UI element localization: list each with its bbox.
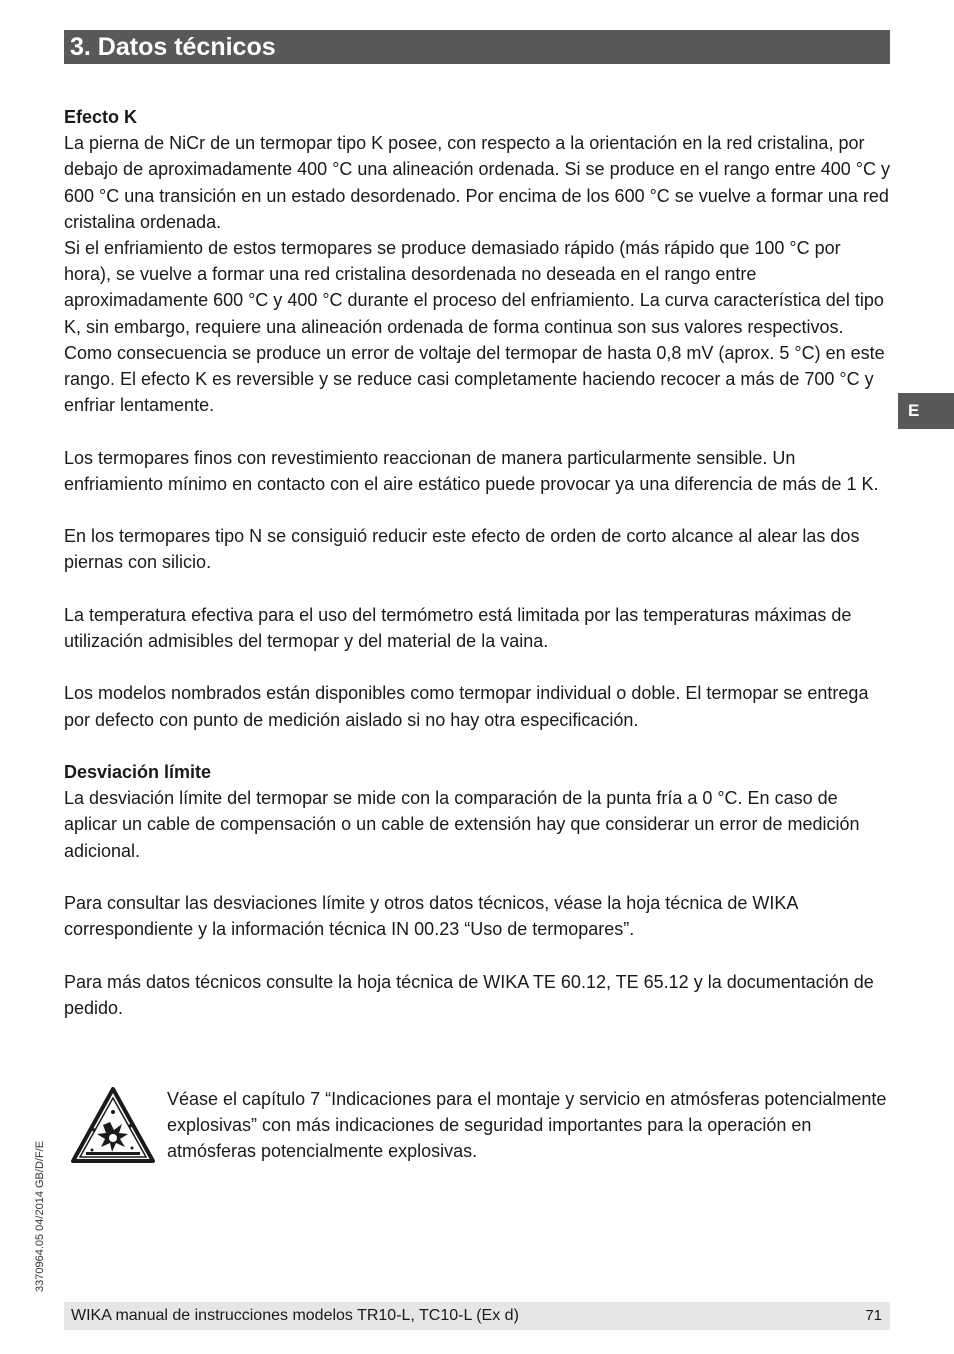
footer-title: WIKA manual de instrucciones modelos TR10-L, TC10-L (Ex d) <box>71 1307 519 1324</box>
heading-efecto-k: Efecto K <box>64 107 138 127</box>
paragraph: Para más datos técnicos consulte la hoja técnica de WIKA TE 60.12, TE 65.12 y la documentación de pedido. <box>64 971 874 1018</box>
footer <box>64 1302 890 1330</box>
paragraph: La desviación límite del termopar se mide con la comparación de la punta fría a 0 °C. En caso de aplicar un cable de compensación o un cable de extensión hay que considerar un error de medición adicional. <box>64 788 860 861</box>
heading-desviacion-limite: Desviación límite <box>64 762 212 782</box>
explosion-warning-icon <box>70 1086 156 1164</box>
document-code: 3370964.05 04/2014 GB/D/F/E <box>34 1140 46 1292</box>
language-tab: E <box>898 393 954 429</box>
paragraph: En los termopares tipo N se consiguió reducir este efecto de orden de corto alcance al alear las dos piernas con silicio. <box>64 526 860 573</box>
section-title: 3. Datos técnicos <box>64 30 890 64</box>
paragraph: Para consultar las desviaciones límite y otros datos técnicos, véase la hoja técnica de WIKA correspondiente y la información técnica IN 00.23 “Uso de termopares”. <box>64 893 798 940</box>
paragraph: La temperatura efectiva para el uso del termómetro está limitada por las temperaturas máximas de utilización admisibles del termopar y del material de la vaina. <box>64 604 852 652</box>
paragraph: Los termopares finos con revestimiento reaccionan de manera particularmente sensible. Un enfriamiento mínimo en contacto con el aire estático puede provocar ya una diferencia de más de 1 K. <box>64 447 879 494</box>
paragraph: La pierna de NiCr de un termopar tipo K posee, con respecto a la orientación en la red cristalina, por debajo de aproximadamente 400 °C una alineación ordenada. Si se produce en el rango entre 400 °C y 600 °C una transición en un estado desordenado. Por encima de los 600 °C se vuelve a formar una red cristalina ordenada. <box>64 133 890 232</box>
warning-text: Véase el capítulo 7 “Indicaciones para el montaje y servicio en atmósferas potencialmente explosivas” con más indicaciones de seguridad importantes para la operación en atmósferas potencialmente explosivas. <box>167 1089 887 1162</box>
page-number: 71 <box>865 1307 882 1324</box>
paragraph: Los modelos nombrados están disponibles como termopar individual o doble. El termopar se entrega por defecto con punto de medición aislado si no hay otra especificación. <box>64 683 869 730</box>
main-content <box>64 104 892 1047</box>
paragraph: Si el enfriamiento de estos termopares se produce demasiado rápido (más rápido que 100 °C por hora), se vuelve a formar una red cristalina desordenada no deseada en el rango entre aproximadamente 600 °C y 400 °C durante el proceso del enfriamiento. La curva característica del tipo K, sin embargo, requiere una alineación ordenada de forma continua son sus valores respectivos. Como consecuencia se produce un error de voltaje del termopar de hasta 0,8 mV (aprox. 5 °C) en este rango. El efecto K es reversible y se reduce casi completamente haciendo recocer a más de 700 °C y enfriar lentamente. <box>64 238 885 416</box>
